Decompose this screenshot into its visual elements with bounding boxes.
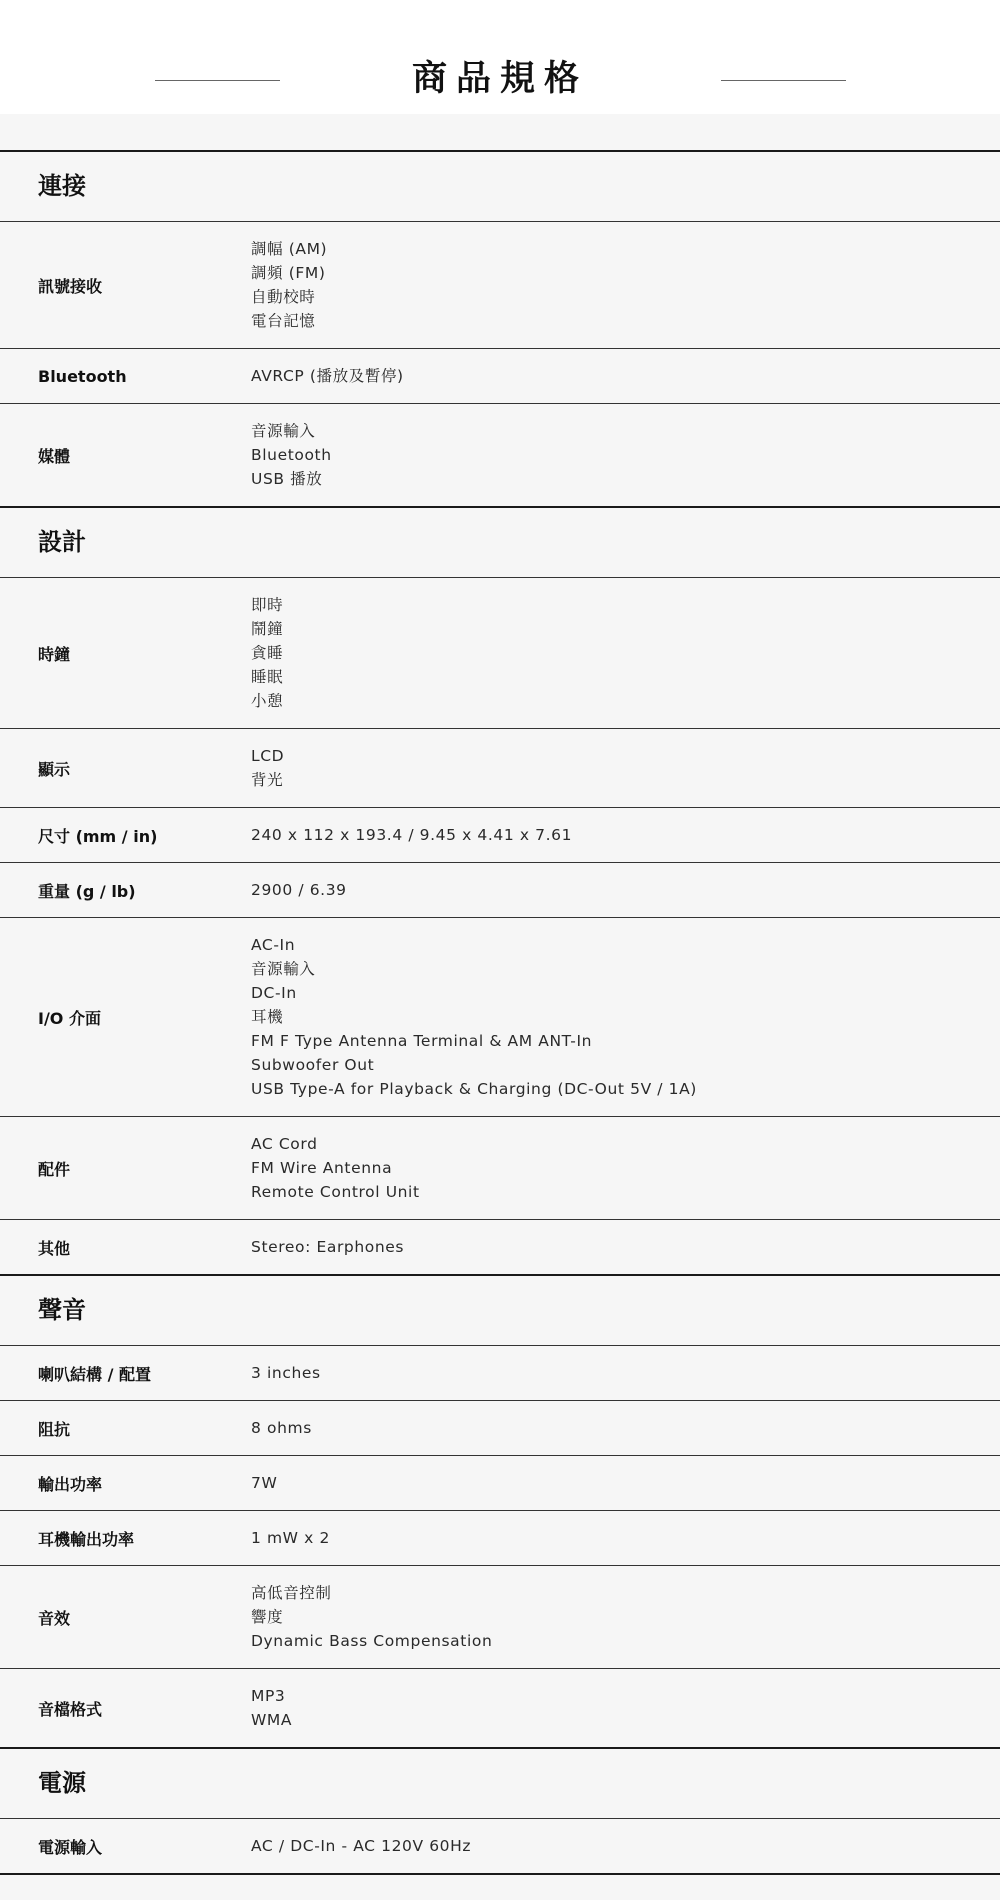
spec-value: Remote Control Unit — [251, 1183, 420, 1201]
spec-value: Stereo: Earphones — [251, 1238, 405, 1256]
page-header — [0, 0, 1000, 114]
spec-value: 即時 — [251, 596, 284, 614]
spec-row — [0, 1511, 1000, 1566]
spec-value: 7W — [251, 1474, 278, 1492]
spec-values — [251, 1834, 471, 1858]
spec-label: Bluetooth — [38, 366, 127, 386]
spec-value: 背光 — [251, 771, 284, 789]
spec-row — [0, 729, 1000, 808]
spec-values — [251, 744, 284, 792]
spec-label: I/O 介面 — [38, 1008, 101, 1028]
spec-value: 調頻 (FM) — [251, 264, 326, 282]
spec-label: 其他 — [38, 1238, 71, 1258]
spec-value: 音源輸入 — [251, 422, 316, 440]
header-divider-right — [721, 80, 846, 81]
section-title: 設計 — [0, 508, 1000, 578]
section-title: 電源 — [0, 1749, 1000, 1819]
spec-values — [251, 1526, 330, 1550]
section-title: 連接 — [0, 152, 1000, 222]
spec-value: 高低音控制 — [251, 1584, 332, 1602]
spec-value: 8 ohms — [251, 1419, 312, 1437]
spec-row — [0, 918, 1000, 1117]
spec-value: 響度 — [251, 1608, 284, 1626]
spec-label: 阻抗 — [38, 1419, 71, 1439]
page-title: 商品規格 — [411, 59, 588, 99]
section-title: 聲音 — [0, 1276, 1000, 1346]
spec-values — [251, 823, 572, 847]
spec-value: 耳機 — [251, 1008, 284, 1026]
spec-section — [0, 1747, 1000, 1873]
spec-label: 音效 — [38, 1608, 71, 1628]
spec-row — [0, 1669, 1000, 1747]
spec-section — [0, 506, 1000, 1274]
spec-values — [251, 933, 697, 1101]
spec-label: 喇叭結構 / 配置 — [38, 1364, 151, 1384]
spec-values — [251, 1361, 321, 1385]
spec-row — [0, 808, 1000, 863]
spec-row — [0, 863, 1000, 918]
spec-label: 耳機輸出功率 — [38, 1529, 135, 1549]
spec-value: 調幅 (AM) — [251, 240, 328, 258]
spec-value: 1 mW x 2 — [251, 1529, 330, 1547]
spec-value: FM Wire Antenna — [251, 1159, 393, 1177]
spec-values — [251, 1235, 404, 1259]
spec-row — [0, 1117, 1000, 1220]
spec-label: 時鐘 — [38, 644, 71, 664]
spec-value: Bluetooth — [251, 446, 332, 464]
spec-row — [0, 1456, 1000, 1511]
spec-value: 自動校時 — [251, 288, 316, 306]
spec-value: MP3 — [251, 1687, 286, 1705]
spec-values — [251, 1684, 292, 1732]
spec-value: 睡眠 — [251, 668, 284, 686]
spec-section — [0, 1274, 1000, 1747]
spec-row — [0, 1220, 1000, 1274]
spec-row — [0, 1346, 1000, 1401]
spec-values — [251, 1416, 312, 1440]
spec-label: 顯示 — [38, 759, 71, 779]
spec-row — [0, 349, 1000, 404]
spec-row — [0, 1401, 1000, 1456]
spec-values — [251, 1581, 492, 1653]
spec-value: AVRCP (播放及暫停) — [251, 367, 404, 385]
spec-value: 3 inches — [251, 1364, 321, 1382]
spec-row — [0, 578, 1000, 729]
spec-value: Subwoofer Out — [251, 1056, 375, 1074]
spec-values — [251, 1132, 420, 1204]
spec-section — [0, 150, 1000, 506]
spec-values — [251, 878, 347, 902]
spec-value: Dynamic Bass Compensation — [251, 1632, 493, 1650]
spec-row — [0, 222, 1000, 349]
spec-value: USB 播放 — [251, 470, 323, 488]
spec-label: 配件 — [38, 1159, 71, 1179]
spec-values — [251, 364, 404, 388]
spec-value: 小憩 — [251, 692, 284, 710]
spec-values — [251, 593, 283, 713]
spec-value: LCD — [251, 747, 285, 765]
spec-value: 電台記憶 — [251, 312, 316, 330]
spec-row — [0, 1819, 1000, 1873]
spec-label: 輸出功率 — [38, 1474, 103, 1494]
spec-label: 媒體 — [38, 446, 71, 466]
spec-value: 2900 / 6.39 — [251, 881, 347, 899]
spec-row — [0, 404, 1000, 506]
spec-value: USB Type-A for Playback & Charging (DC-Out 5V / 1A) — [251, 1080, 697, 1098]
spec-value: 鬧鐘 — [251, 620, 284, 638]
spec-value: FM F Type Antenna Terminal & AM ANT-In — [251, 1032, 593, 1050]
spec-value: DC-In — [251, 984, 297, 1002]
spec-values — [251, 1471, 277, 1495]
spec-list-end-divider — [0, 1873, 1000, 1875]
spec-label: 重量 (g / lb) — [38, 881, 136, 901]
spec-row — [0, 1566, 1000, 1669]
spec-value: AC / DC-In - AC 120V 60Hz — [251, 1837, 472, 1855]
spec-label: 尺寸 (mm / in) — [38, 826, 158, 846]
spec-values — [251, 237, 327, 333]
spec-label: 訊號接收 — [38, 276, 103, 296]
spec-value: AC Cord — [251, 1135, 318, 1153]
spec-value: 音源輸入 — [251, 960, 316, 978]
spec-label: 音檔格式 — [38, 1699, 103, 1719]
spec-value: AC-In — [251, 936, 296, 954]
spec-value: 貪睡 — [251, 644, 284, 662]
spec-label: 電源輸入 — [38, 1837, 103, 1857]
spec-value: WMA — [251, 1711, 293, 1729]
spec-values — [251, 419, 332, 491]
spec-value: 240 x 112 x 193.4 / 9.45 x 4.41 x 7.61 — [251, 826, 573, 844]
spec-list — [0, 150, 1000, 1875]
